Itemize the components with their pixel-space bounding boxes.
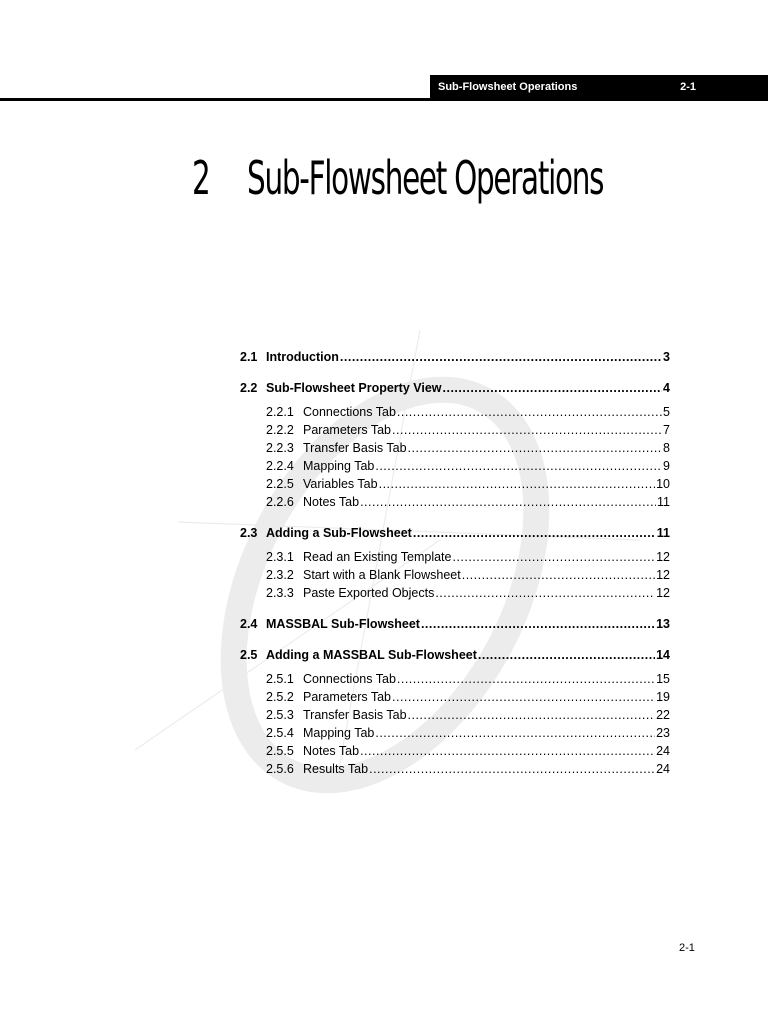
toc-entry-title: Paste Exported Objects bbox=[303, 586, 435, 600]
toc-leader-dots bbox=[452, 548, 655, 566]
toc-entry-number: 2.5.4 bbox=[266, 726, 294, 740]
toc-entry-number: 2.2.6 bbox=[266, 495, 294, 509]
toc-entry-page: 23 bbox=[656, 726, 670, 740]
chapter-heading bbox=[192, 143, 603, 213]
toc-entry-page: 15 bbox=[656, 672, 670, 686]
toc-entry-number: 2.2.1 bbox=[266, 405, 294, 419]
toc-entry-title: Notes Tab bbox=[303, 744, 360, 758]
toc-entry-number: 2.2.4 bbox=[266, 459, 294, 473]
toc-entry[interactable] bbox=[240, 348, 670, 366]
toc-entry-title: Notes Tab bbox=[303, 495, 360, 509]
toc-leader-dots bbox=[360, 742, 655, 760]
toc-entry-title: MASSBAL Sub-Flowsheet bbox=[266, 617, 420, 631]
toc-leader-dots bbox=[435, 584, 655, 602]
toc-leader-dots bbox=[340, 348, 662, 366]
toc-entry-number: 2.2.2 bbox=[266, 423, 294, 437]
toc-entry[interactable] bbox=[240, 403, 670, 421]
toc-entry[interactable] bbox=[240, 457, 670, 475]
toc-entry-number: 2.3.2 bbox=[266, 568, 294, 582]
toc-leader-dots bbox=[413, 524, 656, 542]
header-page-number: 2-1 bbox=[680, 81, 696, 93]
toc-entry-number: 2.1 bbox=[240, 350, 258, 364]
toc-entry-page: 12 bbox=[656, 568, 670, 582]
header-title: Sub-Flowsheet Operations bbox=[438, 81, 578, 93]
toc-entry-title: Parameters Tab bbox=[303, 690, 392, 704]
toc-entry-title: Adding a Sub-Flowsheet bbox=[266, 526, 412, 540]
toc-entry-page: 11 bbox=[657, 495, 670, 509]
toc-entry-page: 13 bbox=[656, 617, 670, 631]
toc-leader-dots bbox=[397, 403, 662, 421]
toc-entry-page: 12 bbox=[656, 586, 670, 600]
toc-entry-page: 9 bbox=[663, 459, 670, 473]
toc-entry[interactable] bbox=[240, 646, 670, 664]
toc-entry-number: 2.5.5 bbox=[266, 744, 294, 758]
toc-entry-title: Connections Tab bbox=[303, 405, 396, 419]
toc-entry[interactable] bbox=[240, 379, 670, 397]
toc-entry-number: 2.2.5 bbox=[266, 477, 294, 491]
toc-leader-dots bbox=[462, 566, 655, 584]
toc-entry[interactable] bbox=[240, 524, 670, 542]
toc-entry-title: Read an Existing Template bbox=[303, 550, 452, 564]
toc-entry-title: Mapping Tab bbox=[303, 459, 375, 473]
toc-entry-title: Variables Tab bbox=[303, 477, 378, 491]
toc-leader-dots bbox=[375, 724, 655, 742]
toc-entry[interactable] bbox=[240, 421, 670, 439]
toc-leader-dots bbox=[397, 670, 655, 688]
toc-leader-dots bbox=[408, 439, 663, 457]
toc-entry[interactable] bbox=[240, 493, 670, 511]
toc-leader-dots bbox=[379, 475, 656, 493]
toc-entry-title: Transfer Basis Tab bbox=[303, 441, 407, 455]
toc-entry-page: 10 bbox=[656, 477, 670, 491]
toc-entry-number: 2.5.1 bbox=[266, 672, 294, 686]
toc-entry-title: Start with a Blank Flowsheet bbox=[303, 568, 461, 582]
toc-entry-title: Results Tab bbox=[303, 762, 369, 776]
toc-entry-number: 2.3.1 bbox=[266, 550, 294, 564]
toc-entry[interactable] bbox=[240, 548, 670, 566]
toc-entry-page: 24 bbox=[656, 762, 670, 776]
toc-leader-dots bbox=[408, 706, 656, 724]
toc-entry-page: 3 bbox=[663, 350, 670, 364]
toc-leader-dots bbox=[360, 493, 656, 511]
toc-entry[interactable] bbox=[240, 724, 670, 742]
toc-entry-number: 2.2.3 bbox=[266, 441, 294, 455]
toc-entry-page: 7 bbox=[663, 423, 670, 437]
toc-entry[interactable] bbox=[240, 742, 670, 760]
toc-entry-title: Sub-Flowsheet Property View bbox=[266, 381, 442, 395]
toc-entry[interactable] bbox=[240, 566, 670, 584]
toc-entry-number: 2.3.3 bbox=[266, 586, 294, 600]
toc-leader-dots bbox=[478, 646, 655, 664]
toc-entry[interactable] bbox=[240, 584, 670, 602]
toc-entry-title: Parameters Tab bbox=[303, 423, 392, 437]
toc-leader-dots bbox=[392, 421, 662, 439]
toc-entry-page: 11 bbox=[656, 526, 670, 540]
toc-entry-number: 2.4 bbox=[240, 617, 258, 631]
toc-entry-title: Transfer Basis Tab bbox=[303, 708, 407, 722]
toc-entry-page: 19 bbox=[656, 690, 670, 704]
toc-entry-number: 2.2 bbox=[240, 381, 258, 395]
toc-entry-page: 12 bbox=[656, 550, 670, 564]
toc-entry-page: 24 bbox=[656, 744, 670, 758]
toc-entry-title: Connections Tab bbox=[303, 672, 396, 686]
toc-entry[interactable] bbox=[240, 760, 670, 778]
table-of-contents bbox=[240, 348, 670, 778]
toc-entry[interactable] bbox=[240, 439, 670, 457]
toc-leader-dots bbox=[369, 760, 655, 778]
toc-leader-dots bbox=[375, 457, 662, 475]
chapter-number: 2 bbox=[192, 151, 210, 205]
toc-entry-title: Introduction bbox=[266, 350, 339, 364]
toc-entry-page: 22 bbox=[656, 708, 670, 722]
toc-leader-dots bbox=[421, 615, 655, 633]
chapter-title: Sub-Flowsheet Operations bbox=[247, 151, 604, 205]
toc-entry[interactable] bbox=[240, 670, 670, 688]
toc-entry-number: 2.5.6 bbox=[266, 762, 294, 776]
toc-entry-number: 2.5.3 bbox=[266, 708, 294, 722]
toc-leader-dots bbox=[443, 379, 663, 397]
toc-entry-page: 4 bbox=[663, 381, 670, 395]
toc-entry-page: 5 bbox=[663, 405, 670, 419]
toc-entry[interactable] bbox=[240, 706, 670, 724]
toc-leader-dots bbox=[392, 688, 655, 706]
footer-page-number: 2-1 bbox=[679, 942, 695, 954]
toc-entry[interactable] bbox=[240, 688, 670, 706]
toc-entry-number: 2.5 bbox=[240, 648, 258, 662]
toc-entry-number: 2.3 bbox=[240, 526, 258, 540]
toc-entry-page: 8 bbox=[663, 441, 670, 455]
toc-entry-number: 2.5.2 bbox=[266, 690, 294, 704]
toc-entry[interactable] bbox=[240, 615, 670, 633]
toc-entry[interactable] bbox=[240, 475, 670, 493]
toc-entry-page: 14 bbox=[656, 648, 670, 662]
toc-entry-title: Mapping Tab bbox=[303, 726, 375, 740]
toc-entry-title: Adding a MASSBAL Sub-Flowsheet bbox=[266, 648, 477, 662]
